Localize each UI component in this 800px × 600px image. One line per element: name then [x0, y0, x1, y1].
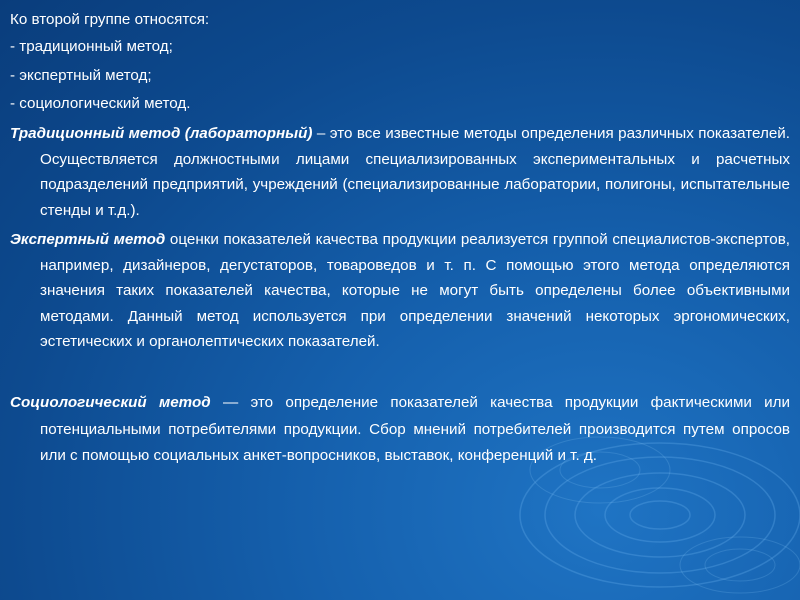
term-label: Традиционный метод (лабораторный) — [10, 125, 313, 142]
paragraph-text: — это определение показателей качества продукции фактическими или потенциальными потребителями продукции. Сбор мнений потребителей производится путем опросов или с помощью социальных анкет-вопросников, выставок, конференций и т. д. — [40, 394, 790, 464]
intro-text: Ко второй группе относятся: — [10, 11, 210, 28]
list-item: - экспертный метод; — [10, 67, 152, 84]
list-item: - социологический метод. — [10, 95, 191, 112]
term-label: Экспертный метод — [10, 231, 166, 248]
list-item: - традиционный метод; — [10, 38, 173, 55]
expert-method-paragraph — [10, 227, 790, 355]
traditional-method-paragraph — [10, 121, 790, 223]
paragraph-text: оценки показателей качества продукции реализуется группой специалистов-экспертов, например, дизайнеров, дегустаторов, товароведов и т. п. С помощью этого метода определяются значения таких показателей качества, которые не могут быть определены более объективными методами. Данный метод используется при определении значений некоторых эргономических, эстетических и органолептических показателей. — [40, 231, 790, 351]
paragraph-text: – это все известные методы определения различных показателей. Осуществляется должностными лицами специализированных экспериментальных и расчетных подразделений предприятий, учреждений (специализированные лаборатории, полигоны, испытательные стенды и т.д.). — [40, 125, 790, 219]
sociological-method-paragraph — [10, 390, 790, 470]
term-label: Социологический метод — [10, 394, 211, 411]
